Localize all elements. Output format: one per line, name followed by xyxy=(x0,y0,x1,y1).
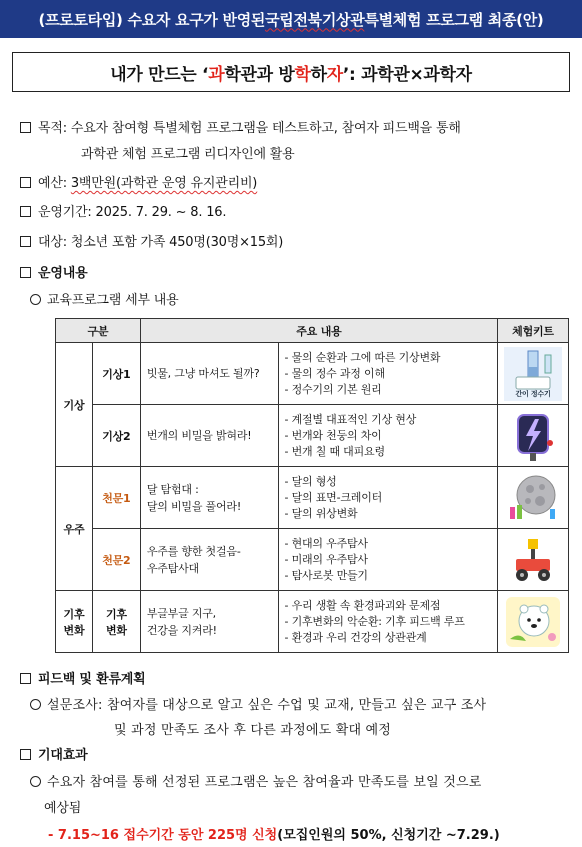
lightning-kit-icon xyxy=(508,409,558,463)
operation-heading-text: 운영내용 xyxy=(38,266,88,281)
contents-cell xyxy=(278,591,497,653)
target-value: 청소년 포함 가족 450명(30명×15회) xyxy=(70,235,284,250)
circle-bullet-icon xyxy=(30,776,41,787)
content-item: - 우리 생활 속 환경파괴와 문제점 xyxy=(284,598,441,612)
effect-line1 xyxy=(30,771,482,790)
checkbox-square-icon xyxy=(20,236,31,247)
header-suffix: 특별체험 프로그램 최종(안) xyxy=(364,10,544,29)
program-title xyxy=(12,52,570,92)
purpose-label: 목적: xyxy=(38,121,71,136)
title-red3: 자 xyxy=(326,64,343,85)
content-item: - 물의 순환과 그에 따른 기상변화 xyxy=(284,350,441,364)
kit-cell xyxy=(498,591,569,653)
contents-cell xyxy=(278,343,497,405)
theme-cell xyxy=(140,591,278,653)
checkbox-square-icon xyxy=(20,122,31,133)
title-red1: 과 xyxy=(208,64,225,85)
content-item: - 계절별 대표적인 기상 현상 xyxy=(284,412,417,426)
period-value: 2025. 7. 29. ~ 8. 16. xyxy=(95,205,227,220)
content-item: - 정수기의 기본 원리 xyxy=(284,382,382,396)
content-item: - 환경과 우리 건강의 상관관계 xyxy=(284,630,427,644)
title-part4: ’: 과학관×과학자 xyxy=(342,64,472,85)
theme-cell xyxy=(140,467,278,529)
effect-note-black: (모집인원의 50%, 신청기간 ~7.29.) xyxy=(277,828,500,843)
feedback-line2 xyxy=(114,719,391,738)
theme-cell: 번개의 비밀을 밝혀라! xyxy=(140,405,278,467)
theme-line: 건강을 지켜라! xyxy=(146,623,217,637)
effect-text-2: 예상됨 xyxy=(44,801,82,816)
purpose-text-2: 과학관 체험 프로그램 리디자인에 활용 xyxy=(81,147,295,162)
effect-note xyxy=(48,824,500,843)
header-prefix: (프로토타입) 수요자 요구가 반영된 xyxy=(38,10,266,29)
contents-cell xyxy=(278,405,497,467)
effect-line2 xyxy=(44,797,81,816)
effect-text: 수요자 참여를 통해 선정된 프로그램은 높은 참여율과 만족도를 보일 것으로 xyxy=(47,775,482,790)
checkbox-square-icon xyxy=(20,206,31,217)
header-underlined: 국립전북기상관 xyxy=(265,10,365,29)
content-item: - 물의 정수 과정 이해 xyxy=(284,366,385,380)
rover-robot-kit-icon xyxy=(508,535,558,585)
table-row xyxy=(56,529,569,591)
budget-line xyxy=(20,172,257,191)
period-line xyxy=(20,201,226,220)
kit-caption: 간이 정수기 xyxy=(515,389,551,398)
feedback-heading xyxy=(20,668,146,687)
content-item: - 기후변화의 악순환: 기후 피드백 루프 xyxy=(284,614,465,628)
operation-heading xyxy=(20,262,87,281)
purpose-line2 xyxy=(81,143,294,162)
effect-heading-text: 기대효과 xyxy=(38,748,88,763)
category-line: 기후 xyxy=(63,607,85,621)
category-line: 변화 xyxy=(63,623,85,637)
circle-bullet-icon xyxy=(30,699,41,710)
kit-cell xyxy=(498,467,569,529)
sub-category-cell: 천문2 xyxy=(92,529,140,591)
col-header-kit: 체험키트 xyxy=(498,319,569,343)
content-item: - 달의 위상변화 xyxy=(284,506,358,520)
period-label: 운영기간: xyxy=(38,205,96,220)
document-header xyxy=(0,0,582,38)
sub-category-cell: 기상1 xyxy=(92,343,140,405)
checkbox-square-icon xyxy=(20,177,31,188)
theme-line: 달의 비밀을 풀어라! xyxy=(146,499,242,513)
content-item: - 번개 칠 때 대피요령 xyxy=(284,444,385,458)
category-cell xyxy=(56,591,93,653)
table-row xyxy=(56,405,569,467)
sub-category-line: 기후 xyxy=(105,607,127,621)
moon-crater-kit-icon xyxy=(504,471,562,525)
kit-cell xyxy=(498,529,569,591)
theme-line: 부글부글 지구, xyxy=(146,606,216,620)
checkbox-square-icon xyxy=(20,673,31,684)
checkbox-square-icon xyxy=(20,267,31,278)
feedback-text-2: 및 과정 만족도 조사 후 다른 과정에도 확대 예정 xyxy=(114,723,392,738)
table-row xyxy=(56,343,569,405)
contents-cell xyxy=(278,529,497,591)
content-item: - 달의 표면-크레이터 xyxy=(284,490,383,504)
purpose-line xyxy=(20,117,461,136)
theme-cell: 빗물, 그냥 마셔도 될까? xyxy=(140,343,278,405)
sub-category-cell xyxy=(92,591,140,653)
content-item: - 달의 형성 xyxy=(284,474,337,488)
content-item: - 번개와 천둥의 차이 xyxy=(284,428,382,442)
budget-label: 예산: xyxy=(38,176,71,191)
title-part2: 학관과 방 xyxy=(224,64,295,85)
table-row xyxy=(56,467,569,529)
program-table xyxy=(55,318,569,653)
water-purifier-kit-icon xyxy=(504,347,562,401)
title-part1: 내가 만드는 ‘ xyxy=(110,64,209,85)
feedback-heading-text: 피드백 및 환류계획 xyxy=(38,672,146,687)
checkbox-square-icon xyxy=(20,749,31,760)
sub-category-cell: 천문1 xyxy=(92,467,140,529)
feedback-line1 xyxy=(30,694,486,713)
budget-value: 3백만원(과학관 운영 유지관리비) xyxy=(70,176,258,191)
theme-line: 달 탐험대 : xyxy=(146,482,199,496)
content-item: - 현대의 우주탐사 xyxy=(284,536,368,550)
title-part3: 하 xyxy=(310,64,327,85)
feedback-text: 설문조사: 참여자를 대상으로 알고 싶은 수업 및 교재, 만들고 싶은 교구 조사 xyxy=(47,698,487,713)
target-label: 대상: xyxy=(38,235,71,250)
effect-heading xyxy=(20,744,87,763)
table-row xyxy=(56,591,569,653)
category-cell: 우주 xyxy=(56,467,93,591)
operation-sub-text: 교육프로그램 세부 내용 xyxy=(47,293,179,308)
theme-line: 우주를 향한 첫걸음- xyxy=(146,544,241,558)
purpose-text: 수요자 참여형 특별체험 프로그램을 테스트하고, 참여자 피드백을 통해 xyxy=(70,121,461,136)
col-header-category: 구분 xyxy=(56,319,141,343)
category-cell: 기상 xyxy=(56,343,93,467)
col-header-content: 주요 내용 xyxy=(140,319,497,343)
sub-category-cell: 기상2 xyxy=(92,405,140,467)
circle-bullet-icon xyxy=(30,294,41,305)
kit-cell xyxy=(498,343,569,405)
contents-cell xyxy=(278,467,497,529)
theme-line: 우주탐사대 xyxy=(146,561,199,575)
operation-sub xyxy=(30,289,178,308)
sub-category-line: 변화 xyxy=(105,623,127,637)
title-red2: 학 xyxy=(294,64,311,85)
target-line xyxy=(20,231,283,250)
theme-cell xyxy=(140,529,278,591)
effect-note-red: - 7.15~16 접수기간 동안 225명 신청 xyxy=(48,828,278,843)
content-item: - 미래의 우주탐사 xyxy=(284,552,368,566)
content-item: - 탐사로봇 만들기 xyxy=(284,568,368,582)
kit-cell xyxy=(498,405,569,467)
table-header-row xyxy=(56,319,569,343)
polar-bear-kit-icon xyxy=(504,595,562,649)
